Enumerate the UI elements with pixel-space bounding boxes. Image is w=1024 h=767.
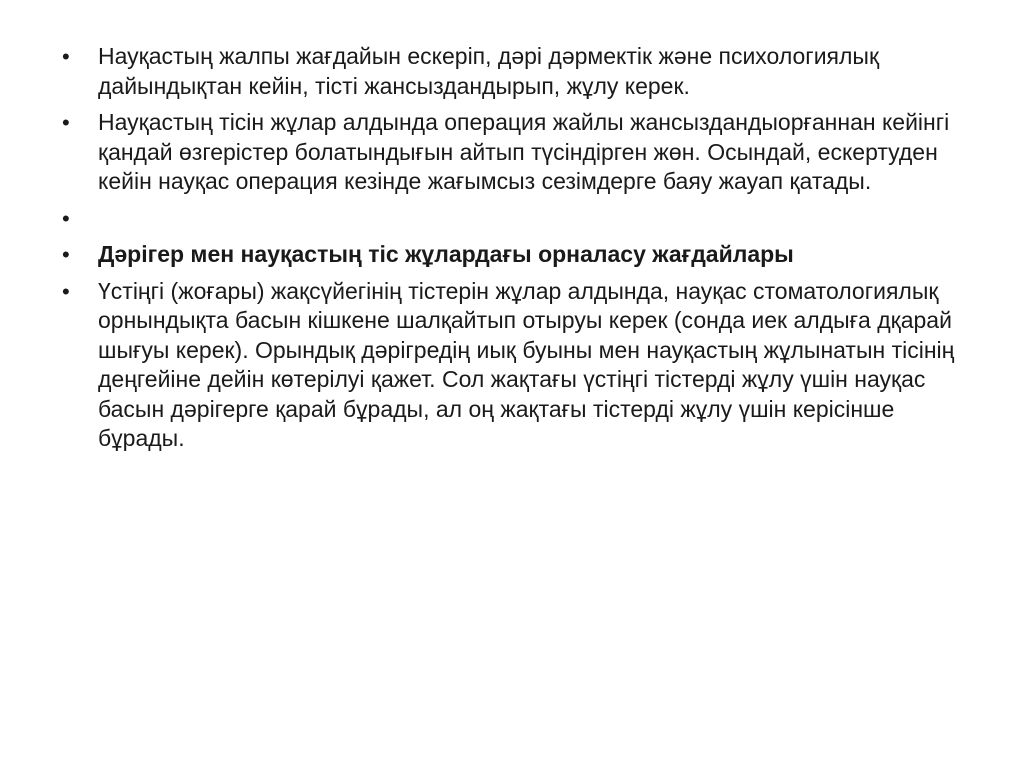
bullet-icon: • xyxy=(62,44,70,69)
bullet-text: Үстіңгі (жоғары) жақсүйегінің тістерін жұлар алдында, науқас стоматологиялық орнындықта басын кішкене шалқайтып отыруы керек (сонда иек алдыға дқарай шығуы керек). Орындық дәрігредің иық буыны мен науқастың жұлынатын тісінің деңгейіне дейін көтерілуі қажет. Сол жақтағы үстіңгі тістерді жұлу үшін науқас басын дәрігерге қарай бұрады, ал оң жақтағы тістерді жұлу үшін керісінше бұрады. xyxy=(98,277,955,451)
bullet-item xyxy=(62,108,962,197)
bullet-text: Науқастың тісін жұлар алдында операция жайлы жансыздандыорғаннан кейінгі қандай өзгерістер болатындығын айтып түсіндірген жөн. Осындай, ескертуден кейін науқас операция кезінде жағымсыз сезімдерге баяу жауап қатады. xyxy=(98,109,950,194)
bullet-icon: • xyxy=(62,278,70,304)
bullet-icon: • xyxy=(62,242,70,267)
bullet-item xyxy=(62,277,962,454)
bullet-item xyxy=(62,42,962,101)
bullet-item-empty xyxy=(62,204,962,234)
bullet-icon: • xyxy=(62,110,70,135)
section-heading: Дәрігер мен науқастың тіс жұлардағы орналасу жағдайлары xyxy=(98,241,794,267)
bullet-text: Науқастың жалпы жағдайын ескеріп, дәрі дәрмектік және психологиялық дайындықтан кейін, тісті жансыздандырып, жұлу керек. xyxy=(98,43,880,99)
bullet-item-heading xyxy=(62,240,962,270)
bullet-list xyxy=(62,42,962,454)
bullet-icon: • xyxy=(62,205,70,231)
slide-body xyxy=(62,42,962,461)
